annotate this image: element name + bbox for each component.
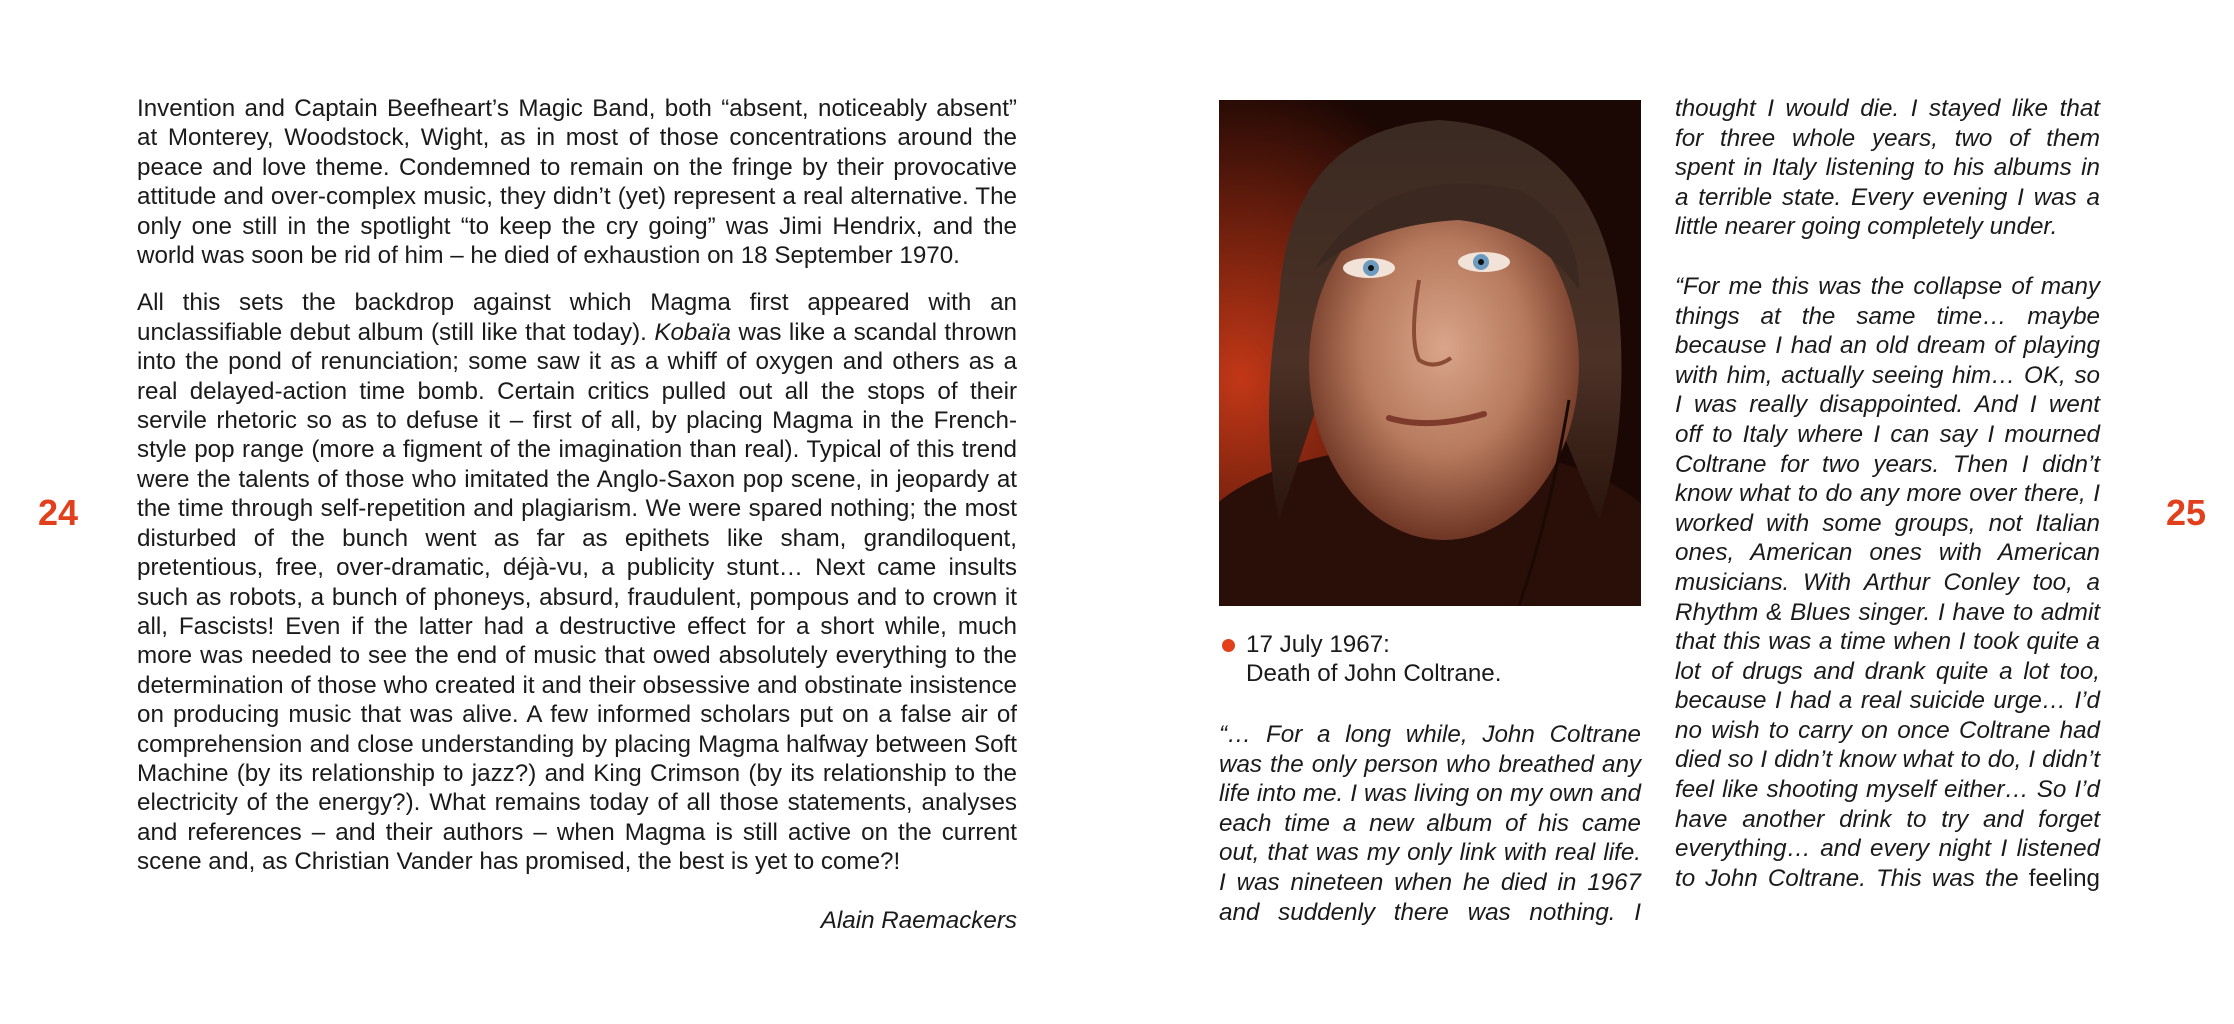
article-paragraph-1: Invention and Captain Beefheart’s Magic Band, both “absent, noticeably absent” at Monterey, Woodstock, Wight, as in most of those concentrations around the peace and love theme. Condemned to remain on the fringe by their provocative attitude and over-complex music, they didn’t (yet) represent a real alternative. The only one still in the spotlight “to keep the cry going” was Jimi Hendrix, and the world was soon be rid of him – he died of exhaustion on 18 September 1970.	[137, 95, 1017, 270]
quote-part-3-upright: feeling	[2028, 864, 2100, 892]
interview-quote-continued	[1675, 94, 2100, 893]
paragraph-2-start: All this sets the backdrop against which Magma first appeared with an unclassifiable debut album (still like that today).	[137, 289, 1017, 346]
page-number-left: 24	[38, 492, 79, 533]
interview-quote-part-3	[1675, 272, 2100, 893]
bullet-dot-icon	[1222, 639, 1235, 652]
article-paragraph-2	[137, 288, 1017, 876]
portrait-photo	[1219, 100, 1641, 606]
photo-caption	[1219, 630, 1639, 689]
article-column	[137, 94, 1017, 877]
interview-quote-part-1: “… For a long while, John Coltrane was the only person who breathed any life into me. I was living on my own and each time a new album of his came out, that was my only link with real life. I was nineteen when he died in 1967 and suddenly there was nothing. I	[1219, 721, 1641, 926]
page-number-right: 25	[2166, 492, 2207, 533]
album-title-kobaia: Kobaïa	[654, 318, 732, 346]
caption-date: 17 July 1967:	[1246, 631, 1390, 658]
paragraph-2-rest: was like a scandal thrown into the pond of renunciation; some saw it as a whiff of oxygen and others as a real delayed-action time bomb. Certain critics pulled out all the stops of their servile rhetoric so as to defuse it – first of all, by placing Magma in the French-style pop range (more a figment of the imagination than real). Typical of this trend were the talents of those who imitated the Anglo-Saxon pop scene, in jeopardy at the time through self-repetition and plagiarism. We were spared nothing; the most disturbed of the bunch went as far as epithets like sham, grandiloquent, pretentious, free, over-dramatic, déjà-vu, a publicity stunt… Next came insults such as robots, a bunch of phoneys, absurd, fraudulent, pompous and to crown it all, Fascists! Even if the latter had a destructive effect for a short while, much more was needed to see the end of music that owed absolutely everything to the determination of those who created it and their obsessive and obstinate insistence on producing music that was alive. A few informed scholars put on a false air of comprehension and close understanding by placing Magma halfway between Soft Machine (by its relationship to jazz?) and King Crimson (by its relationship to the electricity of the energy?). What remains today of all those statements, analyses and references – and their authors – when Magma is still active on the current scene and, as Christian Vander has promised, the best is yet to come?!	[137, 318, 1017, 876]
quote-part-3-italic: “For me this was the collapse of many things at the same time… maybe because I had an old dream of playing with him, actually seeing him… OK, so I was really disappointed. And I went off to Italy where I can say I mourned Coltrane for two years. Then I didn’t know what to do any more over there, I worked with some groups, not Italian ones, American ones with American musicians. With Arthur Conley too, a Rhythm & Blues singer. I have to admit that this was a time when I took quite a lot of drugs and drank quite a lot too, because I had a real suicide urge… I’d no wish to carry on once Coltrane had died so I didn’t know what to do, I didn’t feel like shooting myself either… So I’d have another drink to try and forget everything… and every night I listened to John Coltrane. This was the	[1675, 272, 2100, 892]
author-signature: Alain Raemackers	[820, 907, 1017, 934]
interview-quote-part-2: thought I would die. I stayed like that for three whole years, two of them spent in Italy listening to his albums in a terrible state. Every evening I was a little nearer going completely under.	[1675, 95, 2100, 241]
caption-event: Death of John Coltrane.	[1246, 660, 1502, 688]
portrait-image	[1219, 100, 1641, 606]
